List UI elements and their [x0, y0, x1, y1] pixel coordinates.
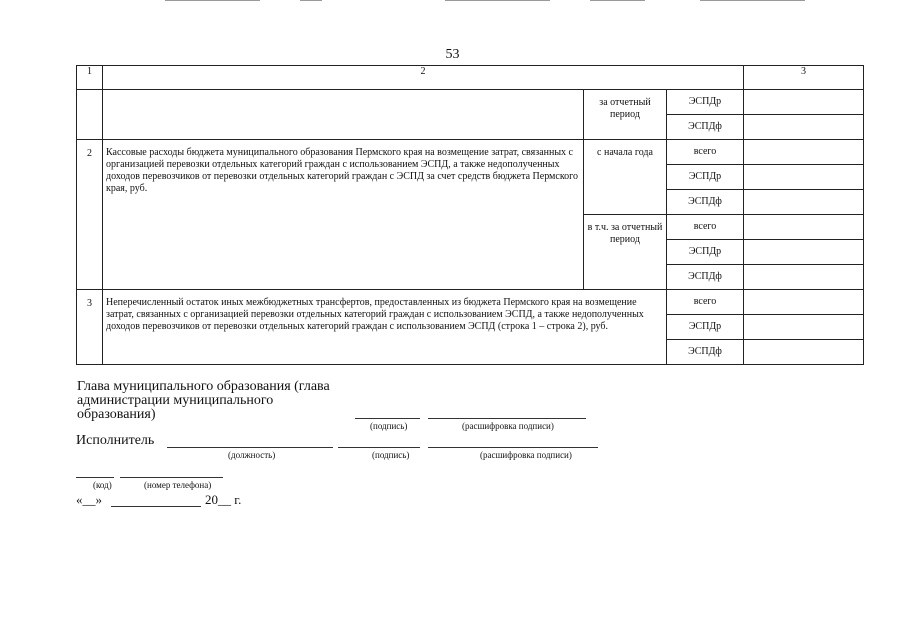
- type-cell: ЭСПДр: [667, 315, 744, 340]
- value-cell: [744, 315, 864, 340]
- type-cell: всего: [667, 290, 744, 315]
- executor-label: Исполнитель: [76, 433, 155, 448]
- value-cell: [744, 240, 864, 265]
- type-cell: всего: [667, 215, 744, 240]
- row-description: Кассовые расходы бюджета муниципального образования Пермского края на возмещение затрат, связанных с организацией перевозки отдельных категорий граждан с использованием ЭСПД, а также недополученных доходов перевозчиков от перевозки отдельных категорий граждан с ЭСПД за счет средств бюджета Пермского края, руб.: [103, 140, 584, 290]
- type-cell: всего: [667, 140, 744, 165]
- row-number: 3: [77, 290, 103, 365]
- report-table: [76, 65, 864, 365]
- scan-artifact: [700, 0, 805, 1]
- code-line: [76, 477, 114, 478]
- row-number-cell: [77, 90, 103, 140]
- date-year: 20__ г.: [205, 492, 242, 507]
- value-cell: [744, 215, 864, 240]
- type-cell: ЭСПДр: [667, 165, 744, 190]
- date-day: «__»: [76, 492, 102, 507]
- value-cell: [744, 115, 864, 140]
- signature-line: [428, 418, 586, 419]
- period-cell: в т.ч. за отчетный период: [584, 215, 667, 290]
- signature-line: [338, 447, 420, 448]
- signature-caption: (подпись): [372, 450, 410, 460]
- period-cell: с начала года: [584, 140, 667, 215]
- signature-line: [355, 418, 420, 419]
- table-row: [77, 290, 864, 315]
- table-row: [77, 140, 864, 165]
- position-line: [167, 447, 333, 448]
- period-cell: за отчетный период: [584, 90, 667, 140]
- code-caption: (код): [93, 480, 112, 490]
- table-header-row: [77, 66, 864, 90]
- value-cell: [744, 290, 864, 315]
- date-month-line: [111, 506, 201, 507]
- row-description: Неперечисленный остаток иных межбюджетных трансфертов, предоставленных из бюджета Пермского края на возмещение затрат, связанных с организацией перевозки отдельных категорий граждан с использованием ЭСПД, а также недополученных доходов перевозчиков от перевозки отдельных категорий граждан с использованием ЭСПД (строка 1 – строка 2), руб.: [103, 290, 667, 365]
- header-col-1: 1: [77, 66, 103, 90]
- position-caption: (должность): [228, 450, 276, 460]
- page-number: 53: [445, 47, 460, 62]
- value-cell: [744, 340, 864, 365]
- type-cell: ЭСПДф: [667, 190, 744, 215]
- decipher-caption: (расшифровка подписи): [462, 421, 554, 431]
- phone-line: [120, 477, 223, 478]
- value-cell: [744, 265, 864, 290]
- table-row: [77, 90, 864, 115]
- signature-line: [428, 447, 598, 448]
- scan-artifact: [445, 0, 550, 1]
- phone-caption: (номер телефона): [144, 480, 212, 490]
- header-col-3: 3: [744, 66, 864, 90]
- row-description-cell: [103, 90, 584, 140]
- value-cell: [744, 190, 864, 215]
- scan-artifact: [165, 0, 260, 1]
- header-col-2: 2: [103, 66, 744, 90]
- value-cell: [744, 140, 864, 165]
- row-number: 2: [77, 140, 103, 290]
- decipher-caption: (расшифровка подписи): [480, 450, 572, 460]
- scan-artifact: [300, 0, 322, 1]
- signature-caption: (подпись): [370, 421, 408, 431]
- type-cell: ЭСПДф: [667, 340, 744, 365]
- scan-artifact: [590, 0, 645, 1]
- head-title: Глава муниципального образования (глава администрации муниципального образования): [77, 379, 330, 422]
- type-cell: ЭСПДф: [667, 115, 744, 140]
- type-cell: ЭСПДр: [667, 90, 744, 115]
- value-cell: [744, 165, 864, 190]
- type-cell: ЭСПДф: [667, 265, 744, 290]
- type-cell: ЭСПДр: [667, 240, 744, 265]
- value-cell: [744, 90, 864, 115]
